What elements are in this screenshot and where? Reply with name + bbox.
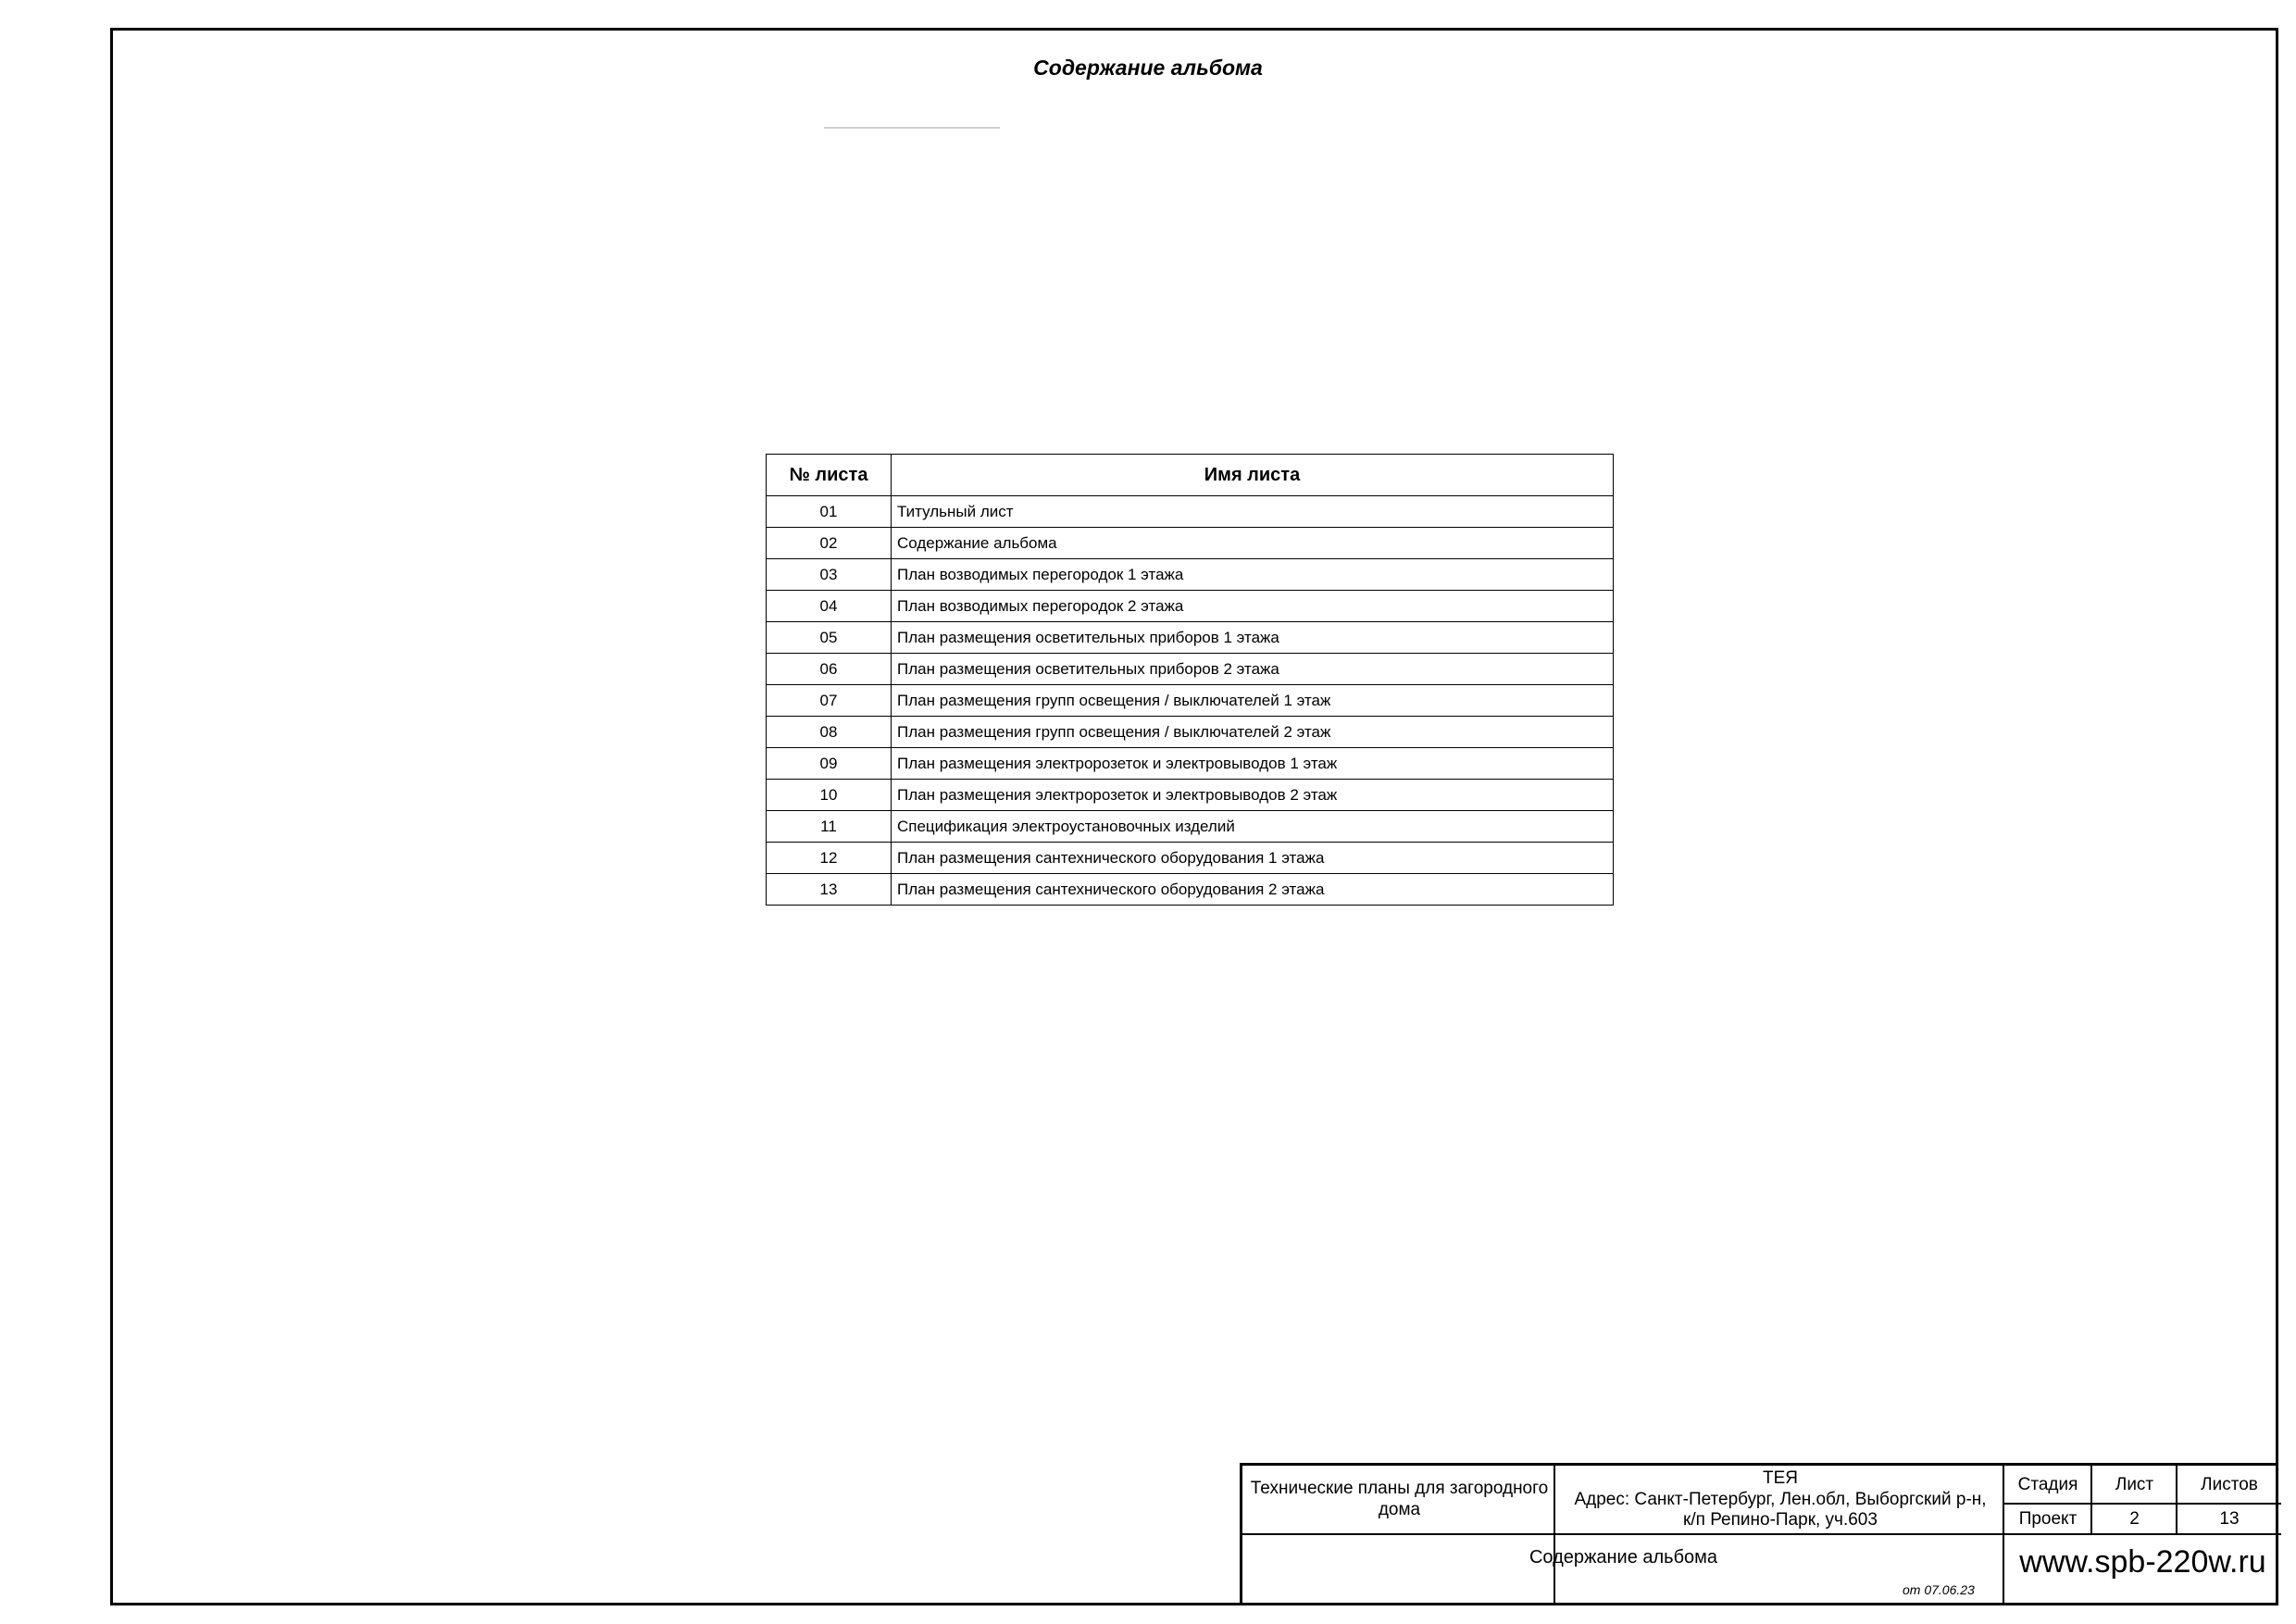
column-header-name: Имя листа [892, 455, 1614, 496]
sheet-name-cell: План размещения осветительных приборов 2 этажа [892, 654, 1614, 685]
sheet-name-cell: План размещения сантехнического оборудования 2 этажа [892, 874, 1614, 906]
sheet-number-cell: 06 [767, 654, 892, 685]
sheet-number-cell: 13 [767, 874, 892, 906]
table-row [767, 685, 1614, 717]
sheet-number-cell: 12 [767, 843, 892, 874]
website-underline [824, 127, 1000, 129]
organization-name: ТЕЯ [1763, 1468, 1798, 1488]
sheet-name-cell: Титульный лист [892, 496, 1614, 528]
sheet-name-cell: План размещения групп освещения / выключателей 1 этаж [892, 685, 1614, 717]
website-link[interactable]: www.spb-220w.ru [2019, 1543, 2266, 1580]
sheet-number-cell: 03 [767, 559, 892, 591]
sheet-number-cell: 01 [767, 496, 892, 528]
sheet-number-cell: 04 [767, 591, 892, 622]
stage-label: Стадия [2017, 1474, 2078, 1494]
table-row [767, 811, 1614, 843]
sheet-name-cell: План возводимых перегородок 2 этажа [892, 591, 1614, 622]
table-row [767, 843, 1614, 874]
address-line-2: к/п Репино-Парк, уч.603 [1683, 1510, 1878, 1530]
sheet-number-label: Лист [2115, 1474, 2154, 1494]
table-row [767, 748, 1614, 780]
issue-date: от 07.06.23 [1903, 1582, 1975, 1597]
sheet-name-cell: План размещения электророзеток и электровыводов 1 этаж [892, 748, 1614, 780]
sheets-total-value: 13 [2219, 1508, 2240, 1529]
table-row [767, 622, 1614, 654]
sheet-name-cell: План размещения электророзеток и электровыводов 2 этаж [892, 780, 1614, 811]
sheet-name-cell: Спецификация электроустановочных изделий [892, 811, 1614, 843]
table-body [767, 496, 1614, 906]
table-row [767, 780, 1614, 811]
sheet-number-cell: 02 [767, 528, 892, 559]
column-header-number: № листа [767, 455, 892, 496]
sheet-name-cell: План размещения осветительных приборов 1 этажа [892, 622, 1614, 654]
stage-value: Проект [2018, 1508, 2078, 1529]
table-row [767, 559, 1614, 591]
sheet-number-cell: 08 [767, 717, 892, 748]
sheet-number-cell: 05 [767, 622, 892, 654]
sheet-number-value: 2 [2129, 1508, 2140, 1529]
sheet-name-cell: Содержание альбома [892, 528, 1614, 559]
project-title: Технические планы для загородного дома [1250, 1479, 1549, 1519]
sheet-number-cell: 07 [767, 685, 892, 717]
contents-table [766, 454, 1614, 906]
table-row [767, 717, 1614, 748]
table-row [767, 496, 1614, 528]
sheet-number-cell: 10 [767, 780, 892, 811]
table-row [767, 591, 1614, 622]
sheet-name-cell: План возводимых перегородок 1 этажа [892, 559, 1614, 591]
organization-address [1556, 1466, 2004, 1534]
table-row [767, 528, 1614, 559]
title-block [1240, 1463, 2278, 1603]
sheet-name-cell: План размещения групп освещения / выключателей 2 этаж [892, 717, 1614, 748]
sheets-total-label: Листов [2201, 1474, 2258, 1494]
sheet-number-cell: 11 [767, 811, 892, 843]
page-title: Содержание альбома [1033, 56, 1263, 80]
sheet-name-cell: План размещения сантехнического оборудования 1 этажа [892, 843, 1614, 874]
table-row [767, 654, 1614, 685]
address-line-1: Адрес: Санкт-Петербург, Лен.обл, Выборгский р-н, [1574, 1489, 1987, 1509]
sheet-number-cell: 09 [767, 748, 892, 780]
table-row [767, 874, 1614, 906]
table-header-row [767, 455, 1614, 496]
sheet-title: Содержание альбома [1529, 1547, 1718, 1568]
